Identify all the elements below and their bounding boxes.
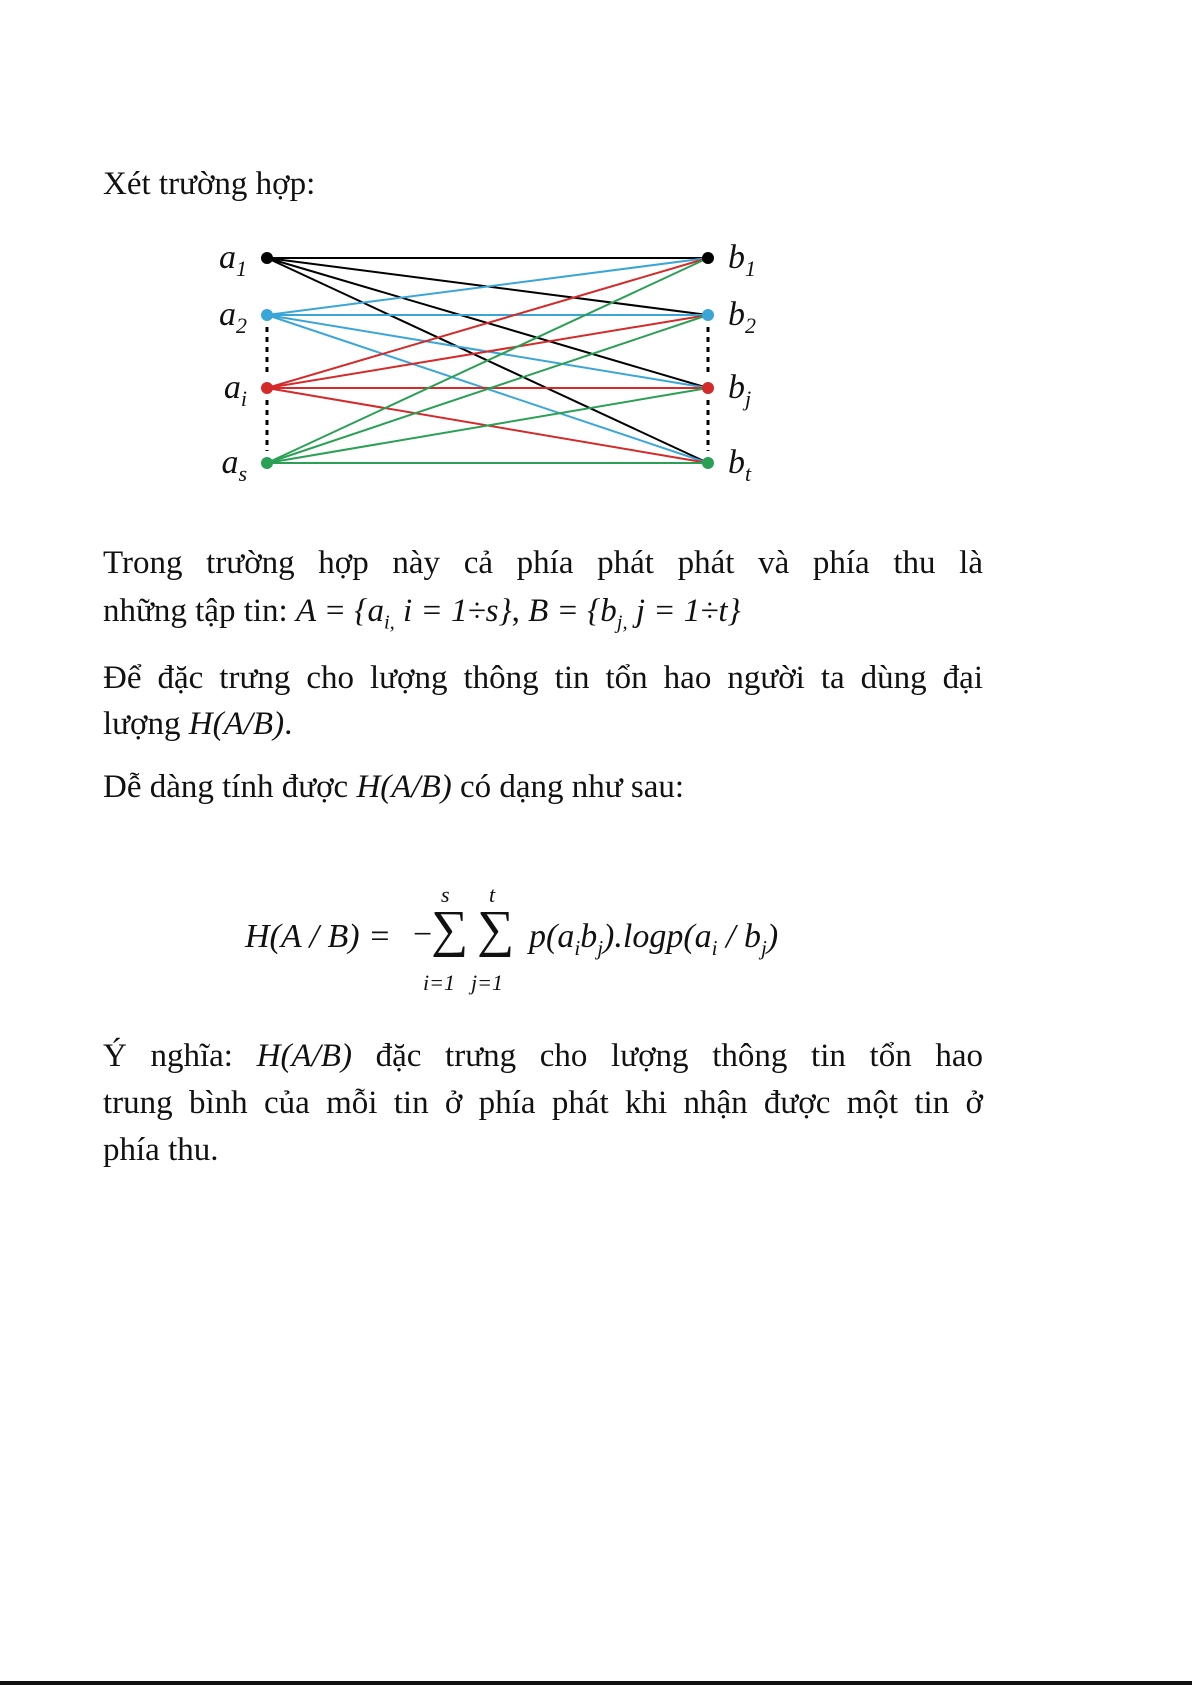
formula-sub-j: j [597,935,604,960]
paragraph-4-symbol: H(A/B) [256,1038,352,1074]
node-bj [702,382,714,394]
label-bj: $b_j$ [728,369,752,411]
paragraph-4-line-2: trung bình của mỗi tin ở phía phát khi nhận được một tin ở [103,1085,983,1121]
label-b2: $b_2$ [728,296,756,338]
set-a-tail: i = 1÷s} [394,593,512,629]
paragraph-2-suffix: . [284,706,293,742]
set-b-tail: j = 1÷t} [627,593,741,629]
label-bt: $b_t$ [728,444,752,486]
node-b1 [702,252,714,264]
paragraph-3 [103,766,983,808]
paragraph-3-suffix: có dạng như sau: [451,769,685,805]
set-a-head: A = {a [295,593,384,629]
set-a-sub: i, [384,611,395,634]
paragraph-4-line-3: phía thu. [103,1132,219,1168]
paragraph-4-suffix: đặc trưng cho lượng thông tin tổn hao [351,1038,983,1074]
sum-1-upper: s [441,882,450,907]
formula-close: ) [766,918,779,955]
sum-2-sigma: ∑ [477,901,515,958]
label-a2: $a_2$ [219,296,247,338]
paragraph-2-symbol: H(A/B) [188,706,285,742]
sum-1-sigma: ∑ [431,901,469,958]
intro-text: Xét trường hợp: [103,166,316,202]
paragraph-2-line-2 [103,703,983,745]
label-a1: $a_1$ [219,239,247,281]
node-a1 [261,252,273,264]
node-as [261,457,273,469]
formula-minus: − [413,916,433,953]
paragraph-4-prefix: Ý nghĩa: [103,1038,257,1074]
formula-slash: / b [717,918,761,955]
bottom-rule [0,1681,1192,1685]
formula-sub-j-2: j [760,935,767,960]
node-a2 [261,309,273,321]
sum-2-lower: j=1 [471,970,503,995]
bipartite-channel-diagram [195,228,815,548]
paragraph-3-symbol: H(A/B) [356,769,452,805]
paragraph-4-line-1 [103,1035,983,1077]
node-bt [702,457,714,469]
formula-p: p(a [529,918,575,955]
label-b1: $b_1$ [728,239,756,281]
sum-1-lower: i=1 [423,970,455,995]
paragraph-1-prefix: những tập tin: [103,593,296,629]
formula-log: ).logp(a [603,918,712,955]
formula-b: b [580,918,598,955]
formula-sub-i-2: i [711,935,718,960]
paragraph-1-line-1: Trong trường hợp này cả phía phát phát và phía thu là [103,545,983,581]
conditional-entropy-formula [245,882,865,1000]
set-b-head: B = {b [528,593,617,629]
paragraph-3-prefix: Dễ dàng tính được [103,769,357,805]
label-as: $a_s$ [221,444,247,486]
paragraph-1-line-2 [103,590,983,632]
node-ai [261,382,273,394]
set-b-sub: j, [616,611,628,634]
formula-sub-i: i [574,935,581,960]
formula-lhs: H(A / B) = [245,918,392,955]
sum-2-upper: t [489,882,496,907]
label-ai: $a_i$ [223,369,247,411]
set-separator: , [511,593,529,629]
formula-rhs [529,918,779,960]
paragraph-2-prefix: lượng [103,706,189,742]
node-b2 [702,309,714,321]
paragraph-2-line-1: Để đặc trưng cho lượng thông tin tổn hao người ta dùng đại [103,660,983,696]
